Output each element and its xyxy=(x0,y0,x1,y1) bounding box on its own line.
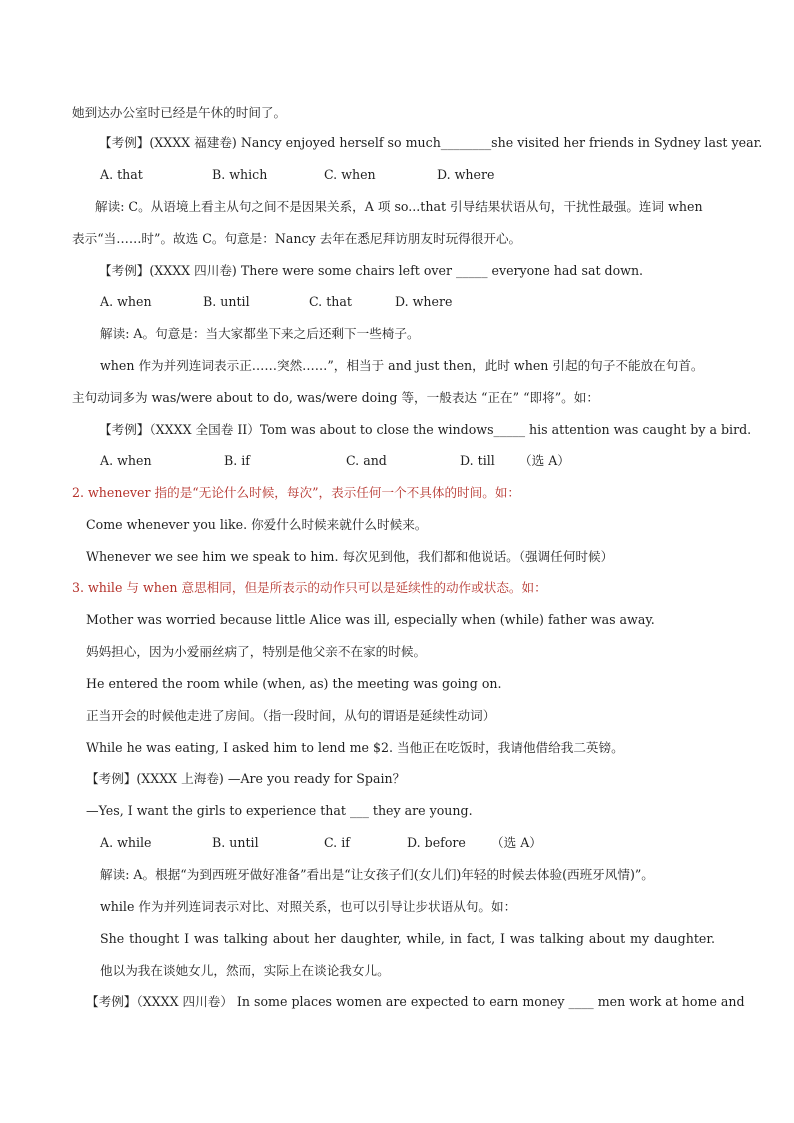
option: D. where xyxy=(395,294,453,309)
answer-note: （选 A） xyxy=(491,835,542,850)
example-sentence: While he was eating, I asked him to lend me $2. 当他正在吃饭时，我请他借给我二英镑。 xyxy=(86,740,624,755)
example-sentence: Come whenever you like. 你爱什么时候来就什么时候来。 xyxy=(86,517,428,532)
option: B. if xyxy=(224,453,250,468)
example-sentence: Mother was worried because little Alice was ill, especially when (while) father was away. xyxy=(86,612,655,627)
answer-note: （选 A） xyxy=(519,453,570,468)
explanation: 表示“当……时”。故选 C。句意是：Nancy 去年在悉尼拜访朋友时玩得很开心。 xyxy=(72,231,522,246)
option: A. when xyxy=(100,453,152,468)
translation: 正当开会的时候他走进了房间。（指一段时间，从句的谓语是延续性动词） xyxy=(86,708,496,723)
example-question: 【考例】（XXXX 四川卷） In some places women are expected to earn money ____ men work at home and xyxy=(86,994,745,1009)
explanation: 解读: A。根据“为到西班牙做好准备”看出是“让女孩子们(女儿们)年轻的时候去体验(西班牙风情)”。 xyxy=(100,867,654,882)
option: B. until xyxy=(212,835,259,850)
translation: 他以为我在谈她女儿，然而，实际上在谈论我女儿。 xyxy=(100,963,390,978)
option: B. which xyxy=(212,167,268,182)
explanation: 解读: A。句意是：当大家都坐下来之后还剩下一些椅子。 xyxy=(100,326,420,341)
option: C. when xyxy=(324,167,376,182)
example-question: 【考例】(XXXX 福建卷) Nancy enjoyed herself so much________she visited her friends in Sydney last year. xyxy=(99,135,763,150)
section-heading: 2. whenever 指的是“无论什么时候，每次”，表示任何一个不具体的时间。如： xyxy=(72,485,521,500)
example-sentence: He entered the room while (when, as) the meeting was going on. xyxy=(86,676,502,691)
option: D. till xyxy=(460,453,495,468)
translation: 妈妈担心，因为小爱丽丝病了，特别是他父亲不在家的时候。 xyxy=(86,644,427,659)
option: C. if xyxy=(324,835,350,850)
option: D. before xyxy=(407,835,466,850)
option: B. until xyxy=(203,294,250,309)
example-sentence: She thought I was talking about her daughter, while, in fact, I was talking about my daughter. xyxy=(100,931,715,946)
option: A. that xyxy=(100,167,143,182)
example-question: 【考例】(XXXX 四川卷) There were some chairs left over _____ everyone had sat down. xyxy=(99,263,644,278)
text-line: 她到达办公室时已经是午休的时间了。 xyxy=(72,105,287,120)
section-heading: 3. while 与 when 意思相同，但是所表示的动作只可以是延续性的动作或状态。如： xyxy=(72,580,547,595)
example-question: —Yes, I want the girls to experience that ___ they are young. xyxy=(86,803,473,818)
text-line: when 作为并列连词表示正……突然……”，相当于 and just then，此时 when 引起的句子不能放在句首。 xyxy=(100,358,704,373)
option: A. while xyxy=(100,835,152,850)
option: C. that xyxy=(309,294,352,309)
example-sentence: Whenever we see him we speak to him. 每次见到他，我们都和他说话。（强调任何时候） xyxy=(86,549,614,564)
example-question: 【考例】(XXXX 上海卷) —Are you ready for Spain？ xyxy=(86,771,406,786)
text-line: 主句动词多为 was/were about to do, was/were doing 等，一般表达 “正在” “即将”。如： xyxy=(72,390,599,405)
example-question: 【考例】（XXXX 全国卷 II）Tom was about to close the windows_____ his attention was caught by a bird. xyxy=(99,422,752,437)
text-line: while 作为并列连词表示对比、对照关系，也可以引导让步状语从句。如： xyxy=(100,899,517,914)
option: C. and xyxy=(346,453,387,468)
option: A. when xyxy=(100,294,152,309)
option: D. where xyxy=(437,167,495,182)
explanation: 解读: C。从语境上看主从句之间不是因果关系，A 项 so...that 引导结果状语从句，干扰性最强。连词 when xyxy=(95,199,703,214)
